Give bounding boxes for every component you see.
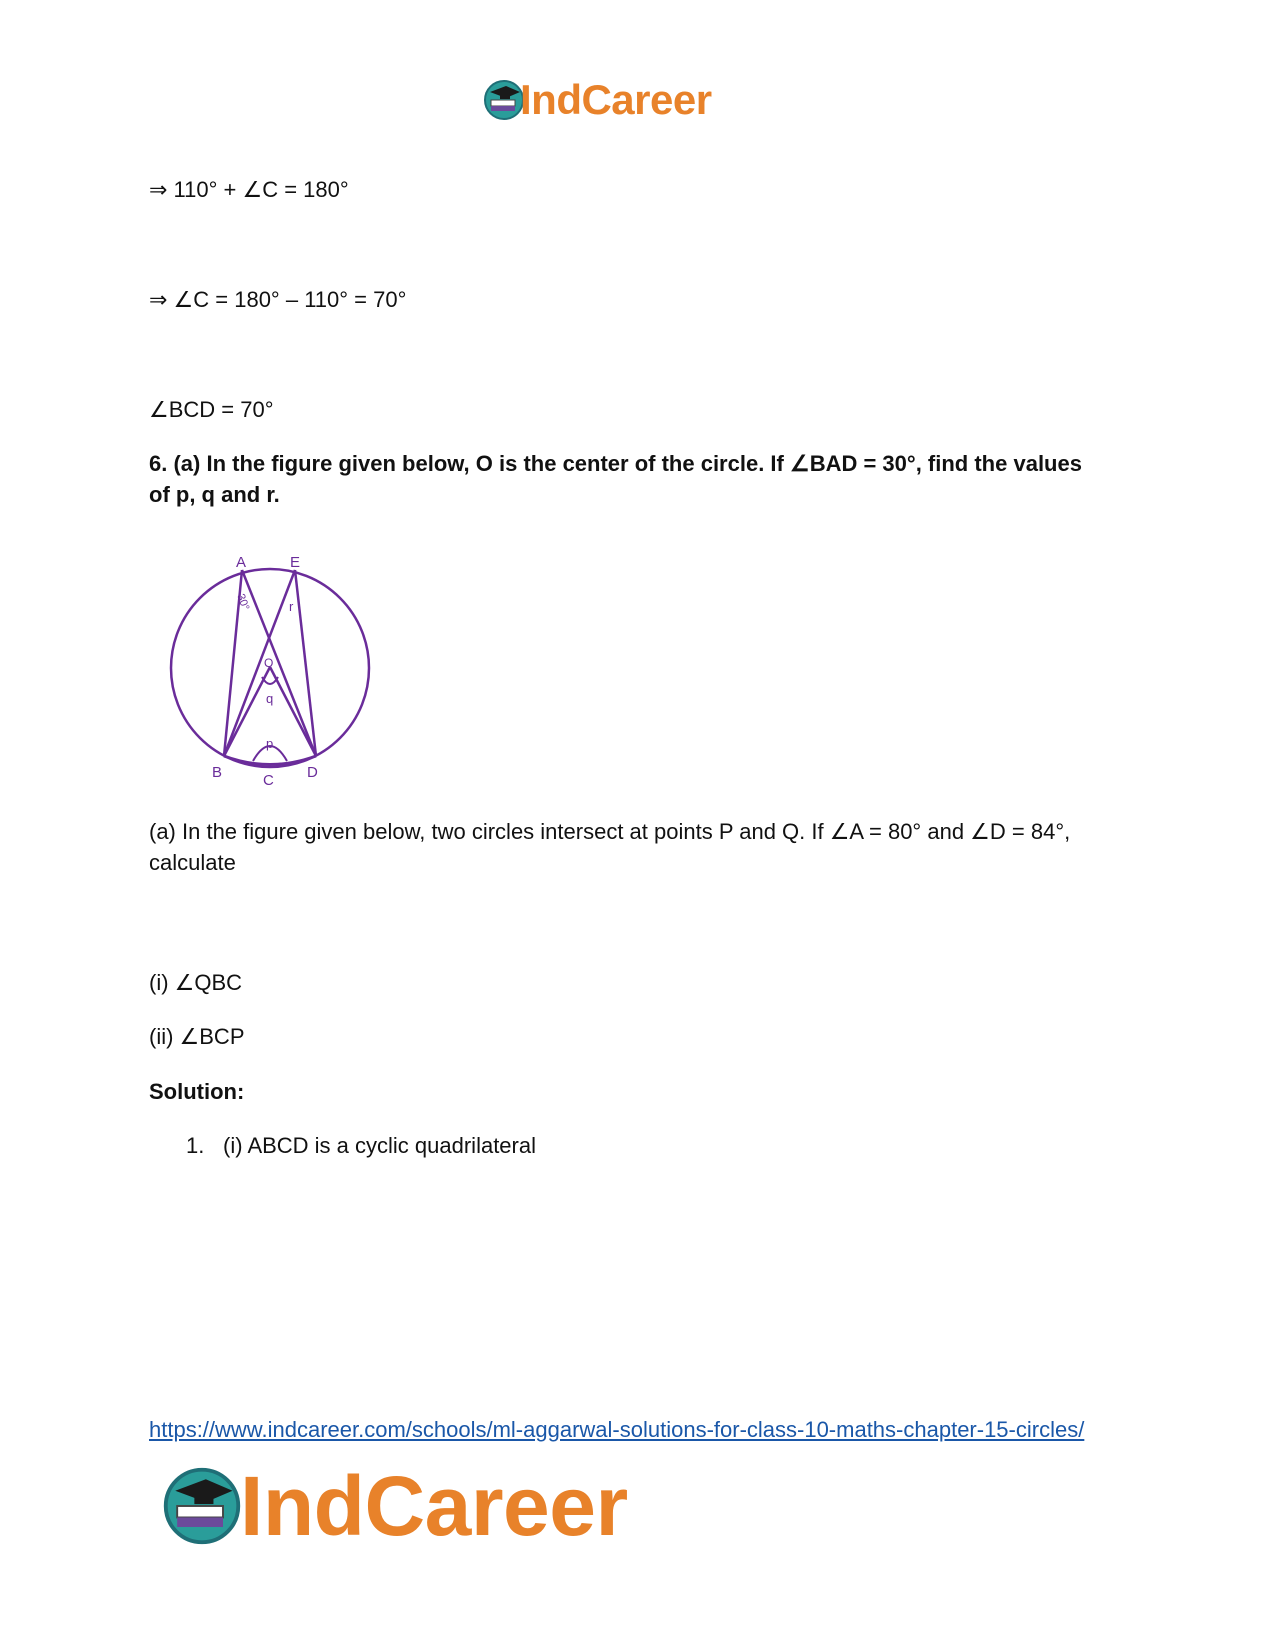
graduation-cap-globe-icon	[160, 1464, 244, 1548]
figure-label-q: q	[266, 691, 274, 706]
item-i: (i) ∠QBC	[149, 970, 243, 995]
figure-label-p: p	[266, 736, 274, 751]
list-item-text: (i) ABCD is a cyclic quadrilateral	[223, 1133, 536, 1158]
header-logo	[482, 76, 752, 126]
figure-label-r: r	[289, 599, 294, 614]
solution-label: Solution:	[149, 1079, 245, 1104]
header-logo-text: IndCareer	[520, 76, 712, 123]
figure-arc-bcd	[224, 756, 316, 765]
figure-label-d: D	[307, 764, 318, 781]
question-6-line-1: 6. (a) In the figure given below, O is the center of the circle. If ∠BAD = 30°, find the values	[149, 451, 1082, 476]
figure-label-b: B	[212, 764, 223, 781]
figure-label-angle: 30°	[234, 592, 252, 613]
figure-label-e: E	[290, 554, 301, 571]
footer-logo-text: IndCareer	[240, 1459, 628, 1553]
equation-line-1: ⇒ 110° + ∠C = 180°	[149, 177, 349, 202]
part-a-line-1: (a) In the figure given below, two circles intersect at points P and Q. If ∠A = 80° and ∠D = 84°,	[149, 819, 1071, 844]
footer-logo	[160, 1458, 700, 1554]
equation-line-3: ∠BCD = 70°	[149, 397, 274, 422]
equation-line-2: ⇒ ∠C = 180° – 110° = 70°	[149, 287, 407, 312]
figure-label-o: O	[264, 656, 274, 670]
circle-figure	[150, 545, 390, 795]
figure-line-eb	[224, 570, 295, 756]
figure-label-a: A	[236, 554, 247, 571]
item-ii: (ii) ∠BCP	[149, 1024, 245, 1049]
footer-url-link[interactable]: https://www.indcareer.com/schools/ml-aggarwal-solutions-for-class-10-maths-chapter-15-circles/	[149, 1417, 1085, 1442]
part-a-line-2: calculate	[149, 850, 236, 875]
list-item-number: 1.	[186, 1133, 205, 1158]
question-6-line-2: of p, q and r.	[149, 482, 280, 507]
figure-label-c: C	[263, 772, 274, 789]
